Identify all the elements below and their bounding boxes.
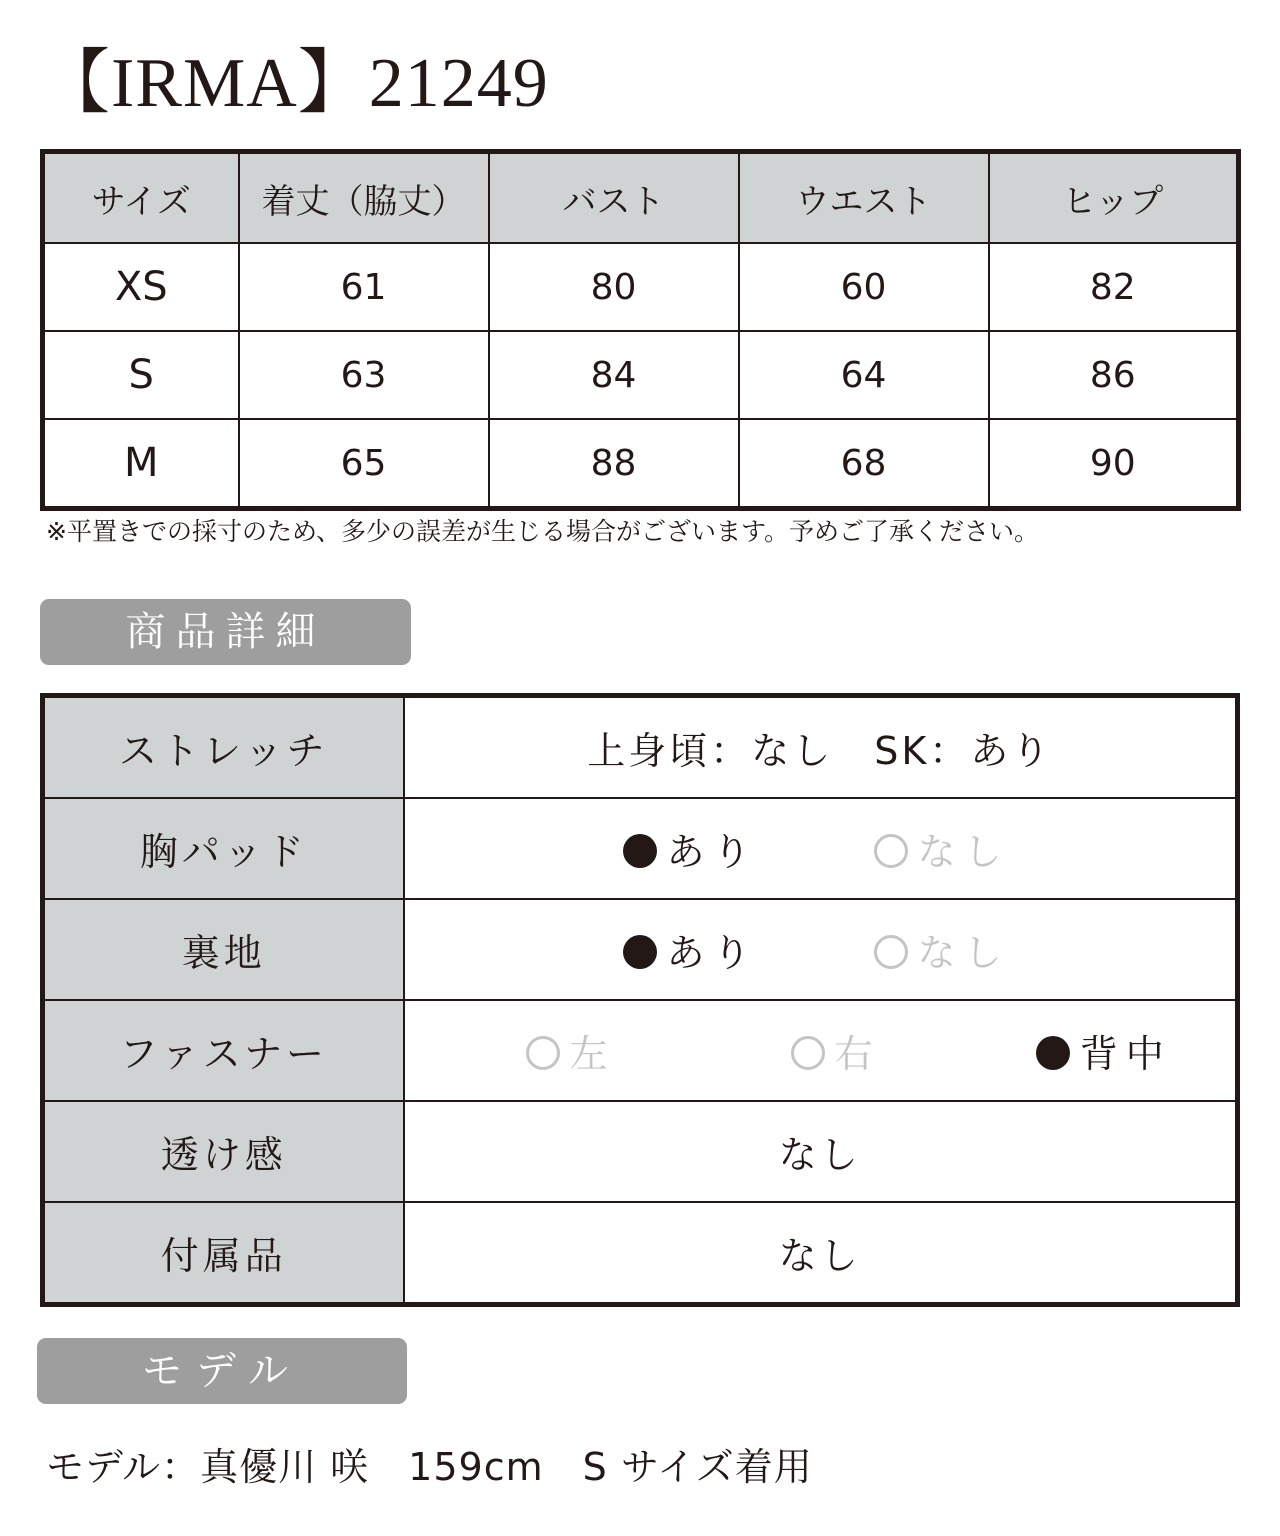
- hip-cell: 82: [989, 243, 1239, 331]
- lining-label: 裏地: [43, 899, 404, 1000]
- waist-cell: 64: [739, 331, 989, 419]
- measurement-note: ※平置きでの採寸のため、多少の誤差が生じる場合がございます。予めご了承ください。: [46, 517, 1039, 546]
- bust-cell: 88: [489, 419, 739, 509]
- waist-cell: 68: [739, 419, 989, 509]
- details-table: [40, 693, 1240, 1307]
- page-title: 【IRMA】21249: [40, 45, 549, 122]
- empty-circle-icon: [874, 834, 908, 868]
- fastener-option-left: 左: [526, 1023, 616, 1078]
- chest-pad-option-yes: あり: [623, 821, 759, 876]
- waist-cell: 60: [739, 243, 989, 331]
- stretch-value: 上身頃：なし SK：あり: [404, 696, 1238, 799]
- header-waist: ウエスト: [739, 152, 989, 244]
- header-hip: ヒップ: [989, 152, 1239, 244]
- size-table: [40, 149, 1241, 511]
- detail-row-lining: [43, 899, 1238, 1000]
- detail-row-accessories: [43, 1202, 1238, 1305]
- chest-pad-option-no: なし: [874, 821, 1010, 876]
- sheerness-value: なし: [404, 1101, 1238, 1202]
- header-length: 着丈（脇丈）: [239, 152, 489, 244]
- header-size: サイズ: [43, 152, 239, 244]
- table-row: [43, 331, 1239, 419]
- lining-option-yes: あり: [623, 922, 759, 977]
- filled-circle-icon: [623, 834, 657, 868]
- detail-row-chest-pad: [43, 798, 1238, 899]
- empty-circle-icon: [526, 1036, 560, 1070]
- length-cell: 63: [239, 331, 489, 419]
- detail-row-stretch: [43, 696, 1238, 799]
- lining-option-no: なし: [874, 922, 1010, 977]
- detail-row-fastener: [43, 1000, 1238, 1101]
- size-cell: M: [43, 419, 239, 509]
- sheerness-label: 透け感: [43, 1101, 404, 1202]
- fastener-options: [404, 1000, 1238, 1101]
- bust-cell: 80: [489, 243, 739, 331]
- model-info: モデル：真優川 咲 159cm S サイズ着用: [46, 1445, 813, 1489]
- chest-pad-options: [404, 798, 1238, 899]
- size-cell: S: [43, 331, 239, 419]
- filled-circle-icon: [1036, 1036, 1070, 1070]
- length-cell: 61: [239, 243, 489, 331]
- bust-cell: 84: [489, 331, 739, 419]
- table-row: [43, 243, 1239, 331]
- detail-row-sheerness: [43, 1101, 1238, 1202]
- empty-circle-icon: [791, 1036, 825, 1070]
- model-section-label: モデル: [37, 1338, 407, 1404]
- table-row: [43, 419, 1239, 509]
- stretch-label: ストレッチ: [43, 696, 404, 799]
- accessories-value: なし: [404, 1202, 1238, 1305]
- empty-circle-icon: [874, 935, 908, 969]
- size-cell: XS: [43, 243, 239, 331]
- hip-cell: 90: [989, 419, 1239, 509]
- hip-cell: 86: [989, 331, 1239, 419]
- size-table-header-row: [43, 152, 1239, 244]
- fastener-label: ファスナー: [43, 1000, 404, 1101]
- details-section-label: 商品詳細: [40, 599, 411, 665]
- chest-pad-label: 胸パッド: [43, 798, 404, 899]
- length-cell: 65: [239, 419, 489, 509]
- fastener-option-right: 右: [791, 1023, 881, 1078]
- fastener-option-back: 背中: [1036, 1023, 1172, 1078]
- header-bust: バスト: [489, 152, 739, 244]
- filled-circle-icon: [623, 935, 657, 969]
- lining-options: [404, 899, 1238, 1000]
- accessories-label: 付属品: [43, 1202, 404, 1305]
